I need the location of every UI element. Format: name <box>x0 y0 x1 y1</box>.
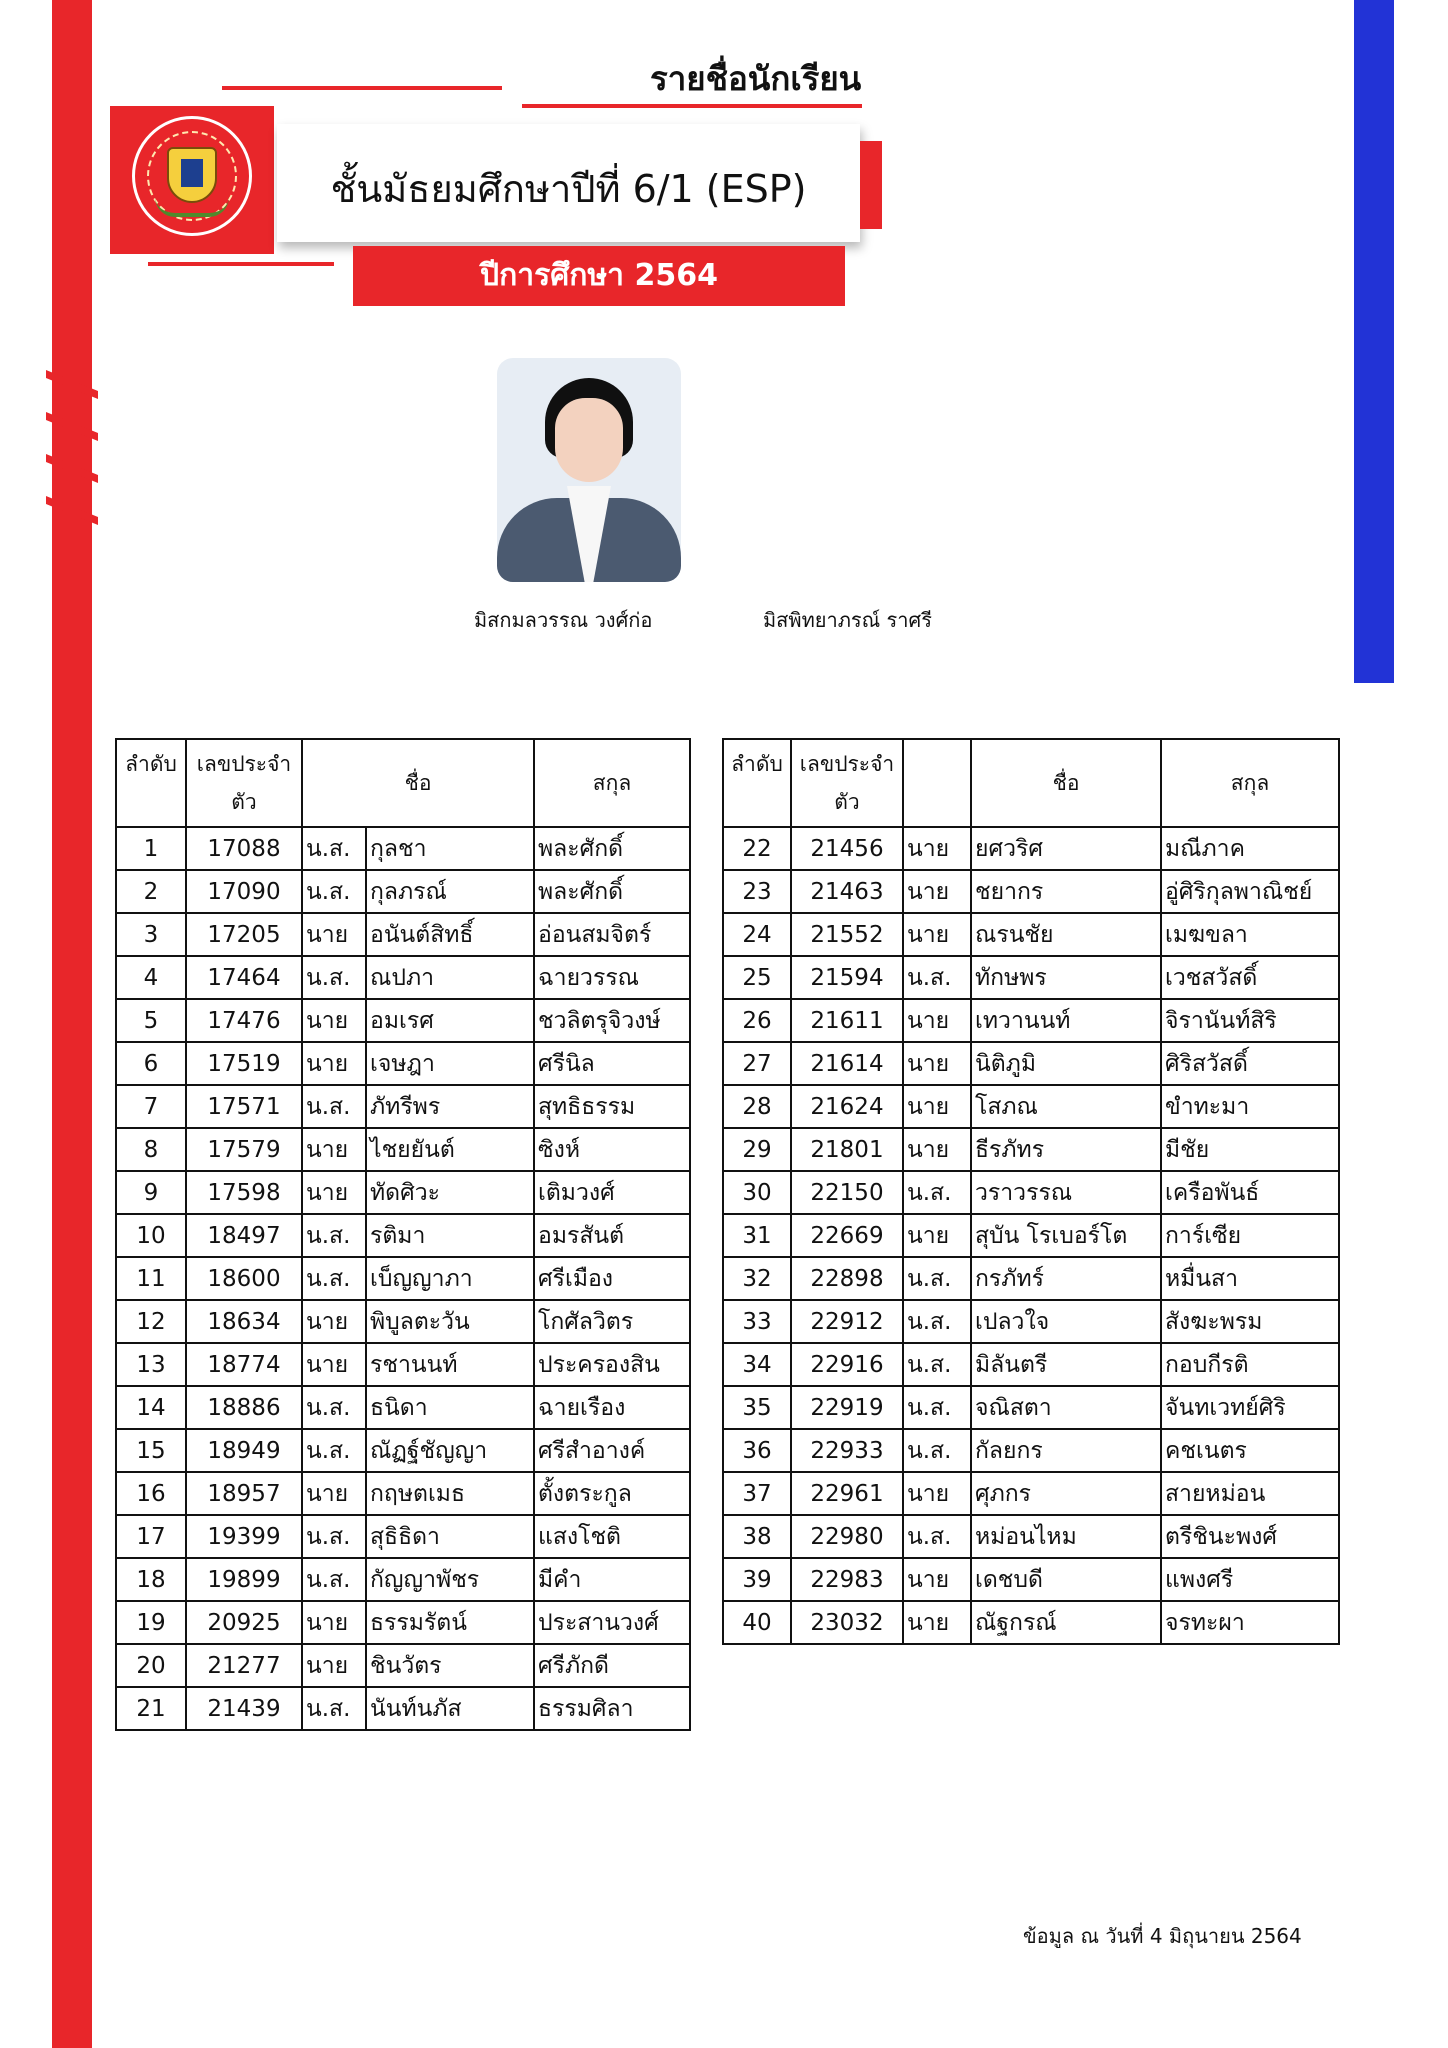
student-prefix: น.ส. <box>903 1429 971 1472</box>
student-id: 21456 <box>791 827 903 870</box>
student-id: 22669 <box>791 1214 903 1257</box>
student-no: 34 <box>723 1343 791 1386</box>
student-name: ณัฏฐ์ชัญญา <box>366 1429 534 1472</box>
student-name: เบ็ญญาภา <box>366 1257 534 1300</box>
header-no: ลำดับ <box>116 739 186 827</box>
student-name: ณัฐกรณ์ <box>971 1601 1161 1644</box>
student-id: 17519 <box>186 1042 302 1085</box>
student-prefix: นาย <box>903 999 971 1042</box>
teacher-photo <box>497 358 681 582</box>
student-no: 7 <box>116 1085 186 1128</box>
student-name: ทัดศิวะ <box>366 1171 534 1214</box>
header-surname: สกุล <box>534 739 690 827</box>
academic-year-banner: ปีการศึกษา 2564 <box>353 246 845 306</box>
student-id: 18886 <box>186 1386 302 1429</box>
table-row <box>116 1515 690 1558</box>
student-id: 22919 <box>791 1386 903 1429</box>
table-row <box>116 1257 690 1300</box>
student-id: 18634 <box>186 1300 302 1343</box>
student-no: 37 <box>723 1472 791 1515</box>
student-surname: สังฆะพรม <box>1161 1300 1339 1343</box>
student-id: 23032 <box>791 1601 903 1644</box>
student-surname: อ่อนสมจิตร์ <box>534 913 690 956</box>
table-row <box>116 1601 690 1644</box>
student-prefix: น.ส. <box>903 1171 971 1214</box>
student-name: ธรรมรัตน์ <box>366 1601 534 1644</box>
student-name: กัญญาพัชร <box>366 1558 534 1601</box>
student-no: 23 <box>723 870 791 913</box>
class-title: ชั้นมัธยมศึกษาปีที่ 6/1 (ESP) <box>330 167 807 211</box>
student-name: สุธิธิดา <box>366 1515 534 1558</box>
student-id: 17205 <box>186 913 302 956</box>
student-no: 15 <box>116 1429 186 1472</box>
student-name: ศุภกร <box>971 1472 1161 1515</box>
student-prefix: น.ส. <box>903 1515 971 1558</box>
student-id: 19399 <box>186 1515 302 1558</box>
student-surname: ขำทะมา <box>1161 1085 1339 1128</box>
student-surname: จิรานันท์สิริ <box>1161 999 1339 1042</box>
student-id: 22150 <box>791 1171 903 1214</box>
student-prefix: นาย <box>903 1214 971 1257</box>
student-prefix: นาย <box>302 1644 366 1687</box>
school-emblem-icon <box>132 116 252 236</box>
student-name: รติมา <box>366 1214 534 1257</box>
student-no: 31 <box>723 1214 791 1257</box>
student-prefix: น.ส. <box>302 1515 366 1558</box>
student-surname: ซิงห์ <box>534 1128 690 1171</box>
student-name: เทวานนท์ <box>971 999 1161 1042</box>
student-surname: หมื่นสา <box>1161 1257 1339 1300</box>
student-id: 21277 <box>186 1644 302 1687</box>
student-no: 4 <box>116 956 186 999</box>
table-row <box>723 1300 1339 1343</box>
student-no: 38 <box>723 1515 791 1558</box>
table-row <box>723 1128 1339 1171</box>
table-header-row <box>116 739 690 827</box>
student-no: 19 <box>116 1601 186 1644</box>
student-id: 22961 <box>791 1472 903 1515</box>
student-prefix: นาย <box>302 1171 366 1214</box>
student-no: 32 <box>723 1257 791 1300</box>
student-surname: ประสานวงศ์ <box>534 1601 690 1644</box>
student-prefix: น.ส. <box>903 1300 971 1343</box>
student-no: 33 <box>723 1300 791 1343</box>
student-surname: สายหม่อน <box>1161 1472 1339 1515</box>
student-surname: เติมวงศ์ <box>534 1171 690 1214</box>
student-no: 30 <box>723 1171 791 1214</box>
student-prefix: นาย <box>903 1085 971 1128</box>
student-prefix: น.ส. <box>302 827 366 870</box>
student-surname: ศรีภักดี <box>534 1644 690 1687</box>
table-row <box>116 870 690 913</box>
student-prefix: นาย <box>903 870 971 913</box>
student-surname: แสงโชติ <box>534 1515 690 1558</box>
student-name: หม่อนไหม <box>971 1515 1161 1558</box>
title-accent-bar <box>860 141 882 229</box>
table-row <box>723 1429 1339 1472</box>
student-id: 18600 <box>186 1257 302 1300</box>
table-row <box>723 1257 1339 1300</box>
student-surname: สุทธิธรรม <box>534 1085 690 1128</box>
table-row <box>116 956 690 999</box>
table-row <box>116 1300 690 1343</box>
table-row <box>116 1386 690 1429</box>
table-row <box>116 827 690 870</box>
student-no: 29 <box>723 1128 791 1171</box>
student-surname: เครือพันธ์ <box>1161 1171 1339 1214</box>
table-row <box>116 913 690 956</box>
heading-line-right <box>522 104 862 108</box>
student-id: 22933 <box>791 1429 903 1472</box>
header-no: ลำดับ <box>723 739 791 827</box>
table-row <box>723 1343 1339 1386</box>
student-surname: ศิริสวัสดิ์ <box>1161 1042 1339 1085</box>
table-row <box>723 1472 1339 1515</box>
student-name: โสภณ <box>971 1085 1161 1128</box>
student-surname: พละศักดิ์ <box>534 827 690 870</box>
table-row <box>723 913 1339 956</box>
table-row <box>723 870 1339 913</box>
student-surname: การ์เซีย <box>1161 1214 1339 1257</box>
student-name: เดชบดี <box>971 1558 1161 1601</box>
student-surname: ตั้งตระกูล <box>534 1472 690 1515</box>
student-surname: ประครองสิน <box>534 1343 690 1386</box>
header-name: ชื่อ <box>302 739 534 827</box>
student-id: 21614 <box>791 1042 903 1085</box>
student-prefix: น.ส. <box>302 1085 366 1128</box>
table-row <box>116 1171 690 1214</box>
student-surname: คชเนตร <box>1161 1429 1339 1472</box>
student-id: 21594 <box>791 956 903 999</box>
table-row <box>723 1214 1339 1257</box>
student-id: 21463 <box>791 870 903 913</box>
table-row <box>723 1042 1339 1085</box>
student-no: 26 <box>723 999 791 1042</box>
student-id: 17579 <box>186 1128 302 1171</box>
student-surname: ศรีเมือง <box>534 1257 690 1300</box>
table-row <box>723 999 1339 1042</box>
student-prefix: นาย <box>903 1558 971 1601</box>
student-no: 5 <box>116 999 186 1042</box>
student-surname: ศรีนิล <box>534 1042 690 1085</box>
table-row <box>116 1042 690 1085</box>
student-table-right <box>722 738 1340 1645</box>
student-surname: แพงศรี <box>1161 1558 1339 1601</box>
table-row <box>116 1429 690 1472</box>
student-surname: อมรสันต์ <box>534 1214 690 1257</box>
student-name: กัลยกร <box>971 1429 1161 1472</box>
student-name: นันท์นภัส <box>366 1687 534 1730</box>
student-surname: เมฆขลา <box>1161 913 1339 956</box>
student-no: 21 <box>116 1687 186 1730</box>
student-no: 35 <box>723 1386 791 1429</box>
student-name: ชยากร <box>971 870 1161 913</box>
student-surname: กอบกีรติ <box>1161 1343 1339 1386</box>
student-no: 14 <box>116 1386 186 1429</box>
student-prefix: น.ส. <box>302 1687 366 1730</box>
student-name: ไชยยันต์ <box>366 1128 534 1171</box>
student-surname: จันทเวทย์ศิริ <box>1161 1386 1339 1429</box>
student-prefix: นาย <box>302 999 366 1042</box>
table-row <box>723 1558 1339 1601</box>
student-surname: ธรรมศิลา <box>534 1687 690 1730</box>
student-prefix: น.ส. <box>903 1343 971 1386</box>
student-id: 17598 <box>186 1171 302 1214</box>
student-no: 11 <box>116 1257 186 1300</box>
student-name: ทักษพร <box>971 956 1161 999</box>
student-no: 25 <box>723 956 791 999</box>
student-prefix: น.ส. <box>302 1386 366 1429</box>
student-surname: ตรีชินะพงศ์ <box>1161 1515 1339 1558</box>
left-red-stripe <box>52 0 92 2048</box>
student-id: 18957 <box>186 1472 302 1515</box>
table-row <box>116 1343 690 1386</box>
student-name: พิบูลตะวัน <box>366 1300 534 1343</box>
student-no: 27 <box>723 1042 791 1085</box>
student-surname: พละศักดิ์ <box>534 870 690 913</box>
student-name: สุบัน โรเบอร์โต <box>971 1214 1161 1257</box>
student-id: 22980 <box>791 1515 903 1558</box>
student-prefix: นาย <box>903 1601 971 1644</box>
student-name: กุลภรณ์ <box>366 870 534 913</box>
student-id: 17088 <box>186 827 302 870</box>
student-no: 16 <box>116 1472 186 1515</box>
document-heading: รายชื่อนักเรียน <box>650 59 862 98</box>
student-prefix: นาย <box>302 1601 366 1644</box>
student-no: 28 <box>723 1085 791 1128</box>
student-prefix: นาย <box>302 1042 366 1085</box>
student-table-left <box>115 738 691 1731</box>
table-row <box>116 999 690 1042</box>
student-id: 21552 <box>791 913 903 956</box>
table-row <box>116 1472 690 1515</box>
student-id: 21439 <box>186 1687 302 1730</box>
table-row <box>723 1386 1339 1429</box>
student-id: 21801 <box>791 1128 903 1171</box>
student-surname: มีชัย <box>1161 1128 1339 1171</box>
student-surname: อู่ศิริกุลพาณิชย์ <box>1161 870 1339 913</box>
student-id: 17571 <box>186 1085 302 1128</box>
class-title-box <box>277 124 860 242</box>
table-row <box>723 956 1339 999</box>
table-row <box>723 1171 1339 1214</box>
table-row <box>116 1128 690 1171</box>
student-name: มิลันตรี <box>971 1343 1161 1386</box>
student-no: 8 <box>116 1128 186 1171</box>
student-prefix: น.ส. <box>302 870 366 913</box>
student-no: 1 <box>116 827 186 870</box>
student-no: 20 <box>116 1644 186 1687</box>
student-prefix: น.ส. <box>903 1386 971 1429</box>
school-logo <box>110 106 274 254</box>
student-id: 21624 <box>791 1085 903 1128</box>
teacher-name-2: มิสพิทยาภรณ์ ราศรี <box>763 608 932 632</box>
table-row <box>723 827 1339 870</box>
student-no: 6 <box>116 1042 186 1085</box>
student-no: 9 <box>116 1171 186 1214</box>
student-name: รชานนท์ <box>366 1343 534 1386</box>
student-surname: ฉายวรรณ <box>534 956 690 999</box>
student-name: ธนิดา <box>366 1386 534 1429</box>
student-prefix: นาย <box>903 913 971 956</box>
student-name: จณิสตา <box>971 1386 1161 1429</box>
student-prefix: นาย <box>302 913 366 956</box>
student-name: กรภัทร์ <box>971 1257 1161 1300</box>
student-surname: ฉายเรือง <box>534 1386 690 1429</box>
header-surname: สกุล <box>1161 739 1339 827</box>
table-row <box>116 1214 690 1257</box>
header-name: ชื่อ <box>971 739 1161 827</box>
student-prefix: น.ส. <box>302 1558 366 1601</box>
student-id: 19899 <box>186 1558 302 1601</box>
student-id: 22983 <box>791 1558 903 1601</box>
student-id: 21611 <box>791 999 903 1042</box>
student-surname: โกศัลวิตร <box>534 1300 690 1343</box>
student-name: วราวรรณ <box>971 1171 1161 1214</box>
student-id: 17090 <box>186 870 302 913</box>
header-id: เลขประจำตัว <box>186 739 302 827</box>
student-no: 22 <box>723 827 791 870</box>
student-no: 13 <box>116 1343 186 1386</box>
table-row <box>116 1644 690 1687</box>
table-row <box>116 1558 690 1601</box>
table-row <box>723 1085 1339 1128</box>
student-name: ณปภา <box>366 956 534 999</box>
student-prefix: นาย <box>903 1042 971 1085</box>
student-prefix: นาย <box>302 1128 366 1171</box>
student-id: 20925 <box>186 1601 302 1644</box>
student-id: 22912 <box>791 1300 903 1343</box>
heading-line-left <box>222 86 502 90</box>
student-name: กฤษตเมธ <box>366 1472 534 1515</box>
student-prefix: นาย <box>903 1472 971 1515</box>
right-blue-stripe <box>1354 0 1394 683</box>
table-row <box>116 1085 690 1128</box>
header-id: เลขประจำตัว <box>791 739 903 827</box>
student-prefix: น.ส. <box>302 1257 366 1300</box>
student-name: กุลชา <box>366 827 534 870</box>
student-name: ภัทรีพร <box>366 1085 534 1128</box>
student-no: 2 <box>116 870 186 913</box>
student-prefix: นาย <box>302 1472 366 1515</box>
student-id: 17464 <box>186 956 302 999</box>
student-prefix: น.ส. <box>903 1257 971 1300</box>
table-row <box>723 1601 1339 1644</box>
student-prefix: น.ส. <box>903 956 971 999</box>
data-date-note: ข้อมูล ณ วันที่ 4 มิถุนายน 2564 <box>1023 1924 1302 1948</box>
student-no: 18 <box>116 1558 186 1601</box>
student-name: ธีรภัทร <box>971 1128 1161 1171</box>
student-id: 18497 <box>186 1214 302 1257</box>
student-id: 18774 <box>186 1343 302 1386</box>
student-prefix: น.ส. <box>302 1214 366 1257</box>
student-surname: เวชสวัสดิ์ <box>1161 956 1339 999</box>
student-name: เปลวใจ <box>971 1300 1161 1343</box>
table-header-row <box>723 739 1339 827</box>
student-no: 3 <box>116 913 186 956</box>
table-row <box>723 1515 1339 1558</box>
student-id: 18949 <box>186 1429 302 1472</box>
banner-line-left <box>148 262 334 266</box>
table-row <box>116 1687 690 1730</box>
student-surname: มีคำ <box>534 1558 690 1601</box>
student-no: 24 <box>723 913 791 956</box>
student-name: นิติภูมิ <box>971 1042 1161 1085</box>
student-prefix: น.ส. <box>302 956 366 999</box>
student-prefix: น.ส. <box>302 1429 366 1472</box>
student-no: 10 <box>116 1214 186 1257</box>
student-name: ชินวัตร <box>366 1644 534 1687</box>
student-id: 22916 <box>791 1343 903 1386</box>
student-prefix: นาย <box>302 1300 366 1343</box>
student-id: 22898 <box>791 1257 903 1300</box>
student-prefix: นาย <box>903 827 971 870</box>
student-no: 39 <box>723 1558 791 1601</box>
student-prefix: นาย <box>302 1343 366 1386</box>
student-name: อมเรศ <box>366 999 534 1042</box>
student-name: อนันต์สิทธิ์ <box>366 913 534 956</box>
student-no: 12 <box>116 1300 186 1343</box>
student-name: ณรนชัย <box>971 913 1161 956</box>
header-name-spacer <box>903 739 971 827</box>
teacher-name-1: มิสกมลวรรณ วงศ์ก่อ <box>474 608 653 632</box>
student-surname: ศรีสำอางค์ <box>534 1429 690 1472</box>
student-no: 36 <box>723 1429 791 1472</box>
student-surname: จรทะผา <box>1161 1601 1339 1644</box>
student-prefix: นาย <box>903 1128 971 1171</box>
student-id: 17476 <box>186 999 302 1042</box>
student-surname: ชวลิตรุจิวงษ์ <box>534 999 690 1042</box>
student-name: เจษฎา <box>366 1042 534 1085</box>
student-surname: มณีภาค <box>1161 827 1339 870</box>
student-no: 40 <box>723 1601 791 1644</box>
student-name: ยศวริศ <box>971 827 1161 870</box>
student-no: 17 <box>116 1515 186 1558</box>
